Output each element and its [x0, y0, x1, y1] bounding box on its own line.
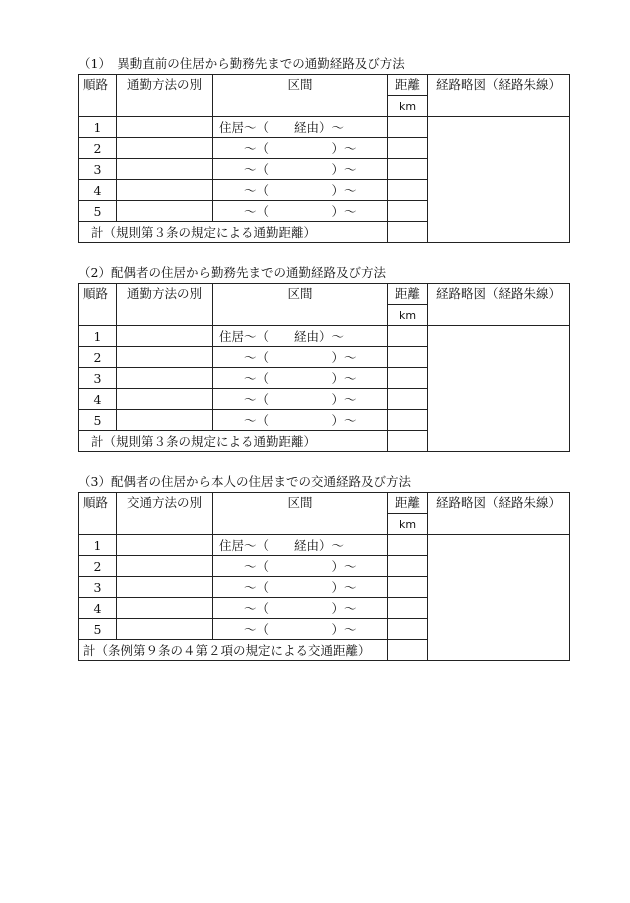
- row-number: 1: [79, 326, 117, 347]
- route-map-cell[interactable]: [428, 326, 570, 452]
- row-number: 5: [79, 619, 117, 640]
- method-cell[interactable]: [117, 577, 213, 598]
- method-cell[interactable]: [117, 117, 213, 138]
- header-distance: 距離: [388, 284, 428, 305]
- route-cell: ～（ ）～: [213, 368, 388, 389]
- route-cell: ～（ ）～: [213, 159, 388, 180]
- route-cell: 住居～（ 経由）～: [213, 117, 388, 138]
- total-label: 計（条例第９条の４第２項の規定による交通距離）: [79, 640, 388, 661]
- method-cell[interactable]: [117, 619, 213, 640]
- row-number: 5: [79, 410, 117, 431]
- row-number: 2: [79, 347, 117, 368]
- row-number: 3: [79, 577, 117, 598]
- distance-cell[interactable]: [388, 410, 428, 431]
- distance-cell[interactable]: [388, 535, 428, 556]
- total-label: 計（規則第３条の規定による通勤距離）: [79, 431, 388, 452]
- route-map-cell[interactable]: [428, 535, 570, 661]
- total-distance-cell[interactable]: [388, 640, 428, 661]
- distance-cell[interactable]: [388, 577, 428, 598]
- header-order: 順路: [79, 493, 117, 535]
- header-section: 区間: [213, 75, 388, 117]
- distance-cell[interactable]: [388, 326, 428, 347]
- method-cell[interactable]: [117, 347, 213, 368]
- distance-cell[interactable]: [388, 117, 428, 138]
- header-distance-unit: km: [388, 514, 428, 535]
- distance-cell[interactable]: [388, 138, 428, 159]
- route-cell: ～（ ）～: [213, 577, 388, 598]
- method-cell[interactable]: [117, 410, 213, 431]
- header-distance: 距離: [388, 75, 428, 96]
- row-number: 2: [79, 138, 117, 159]
- route-cell: ～（ ）～: [213, 389, 388, 410]
- header-route-map: 経路略図（経路朱線）: [428, 75, 570, 117]
- total-distance-cell[interactable]: [388, 222, 428, 243]
- row-number: 2: [79, 556, 117, 577]
- header-section: 区間: [213, 493, 388, 535]
- row-number: 1: [79, 535, 117, 556]
- total-distance-cell[interactable]: [388, 431, 428, 452]
- header-order: 順路: [79, 284, 117, 326]
- section-1-table: [78, 74, 570, 243]
- distance-cell[interactable]: [388, 598, 428, 619]
- distance-cell[interactable]: [388, 389, 428, 410]
- route-cell: ～（ ）～: [213, 180, 388, 201]
- row-number: 3: [79, 368, 117, 389]
- section-3-table: [78, 492, 570, 661]
- route-cell: ～（ ）～: [213, 410, 388, 431]
- header-distance-unit: km: [388, 96, 428, 117]
- route-cell: ～（ ）～: [213, 619, 388, 640]
- row-number: 4: [79, 180, 117, 201]
- distance-cell[interactable]: [388, 347, 428, 368]
- distance-cell[interactable]: [388, 201, 428, 222]
- method-cell[interactable]: [117, 138, 213, 159]
- route-map-cell[interactable]: [428, 117, 570, 243]
- row-number: 5: [79, 201, 117, 222]
- section-3-title: （3）配偶者の住居から本人の住居までの交通経路及び方法: [78, 474, 411, 489]
- route-cell: ～（ ）～: [213, 598, 388, 619]
- route-cell: ～（ ）～: [213, 347, 388, 368]
- header-route-map: 経路略図（経路朱線）: [428, 493, 570, 535]
- method-cell[interactable]: [117, 598, 213, 619]
- header-section: 区間: [213, 284, 388, 326]
- header-distance-unit: km: [388, 305, 428, 326]
- route-cell: ～（ ）～: [213, 138, 388, 159]
- distance-cell[interactable]: [388, 368, 428, 389]
- method-cell[interactable]: [117, 368, 213, 389]
- method-cell[interactable]: [117, 389, 213, 410]
- distance-cell[interactable]: [388, 556, 428, 577]
- section-2-table: [78, 283, 570, 452]
- route-cell: ～（ ）～: [213, 201, 388, 222]
- section-2-title: （2）配偶者の住居から勤務先までの通勤経路及び方法: [78, 265, 386, 280]
- section-1-title: （1） 異動直前の住居から勤務先までの通勤経路及び方法: [78, 56, 405, 71]
- header-method: 交通方法の別: [117, 493, 213, 535]
- header-route-map: 経路略図（経路朱線）: [428, 284, 570, 326]
- row-number: 4: [79, 389, 117, 410]
- method-cell[interactable]: [117, 180, 213, 201]
- method-cell[interactable]: [117, 201, 213, 222]
- header-method: 通勤方法の別: [117, 75, 213, 117]
- method-cell[interactable]: [117, 556, 213, 577]
- method-cell[interactable]: [117, 326, 213, 347]
- total-label: 計（規則第３条の規定による通勤距離）: [79, 222, 388, 243]
- header-order: 順路: [79, 75, 117, 117]
- row-number: 4: [79, 598, 117, 619]
- route-cell: ～（ ）～: [213, 556, 388, 577]
- distance-cell[interactable]: [388, 619, 428, 640]
- row-number: 3: [79, 159, 117, 180]
- route-cell: 住居～（ 経由）～: [213, 535, 388, 556]
- header-distance: 距離: [388, 493, 428, 514]
- distance-cell[interactable]: [388, 180, 428, 201]
- method-cell[interactable]: [117, 159, 213, 180]
- method-cell[interactable]: [117, 535, 213, 556]
- route-cell: 住居～（ 経由）～: [213, 326, 388, 347]
- distance-cell[interactable]: [388, 159, 428, 180]
- row-number: 1: [79, 117, 117, 138]
- header-method: 通勤方法の別: [117, 284, 213, 326]
